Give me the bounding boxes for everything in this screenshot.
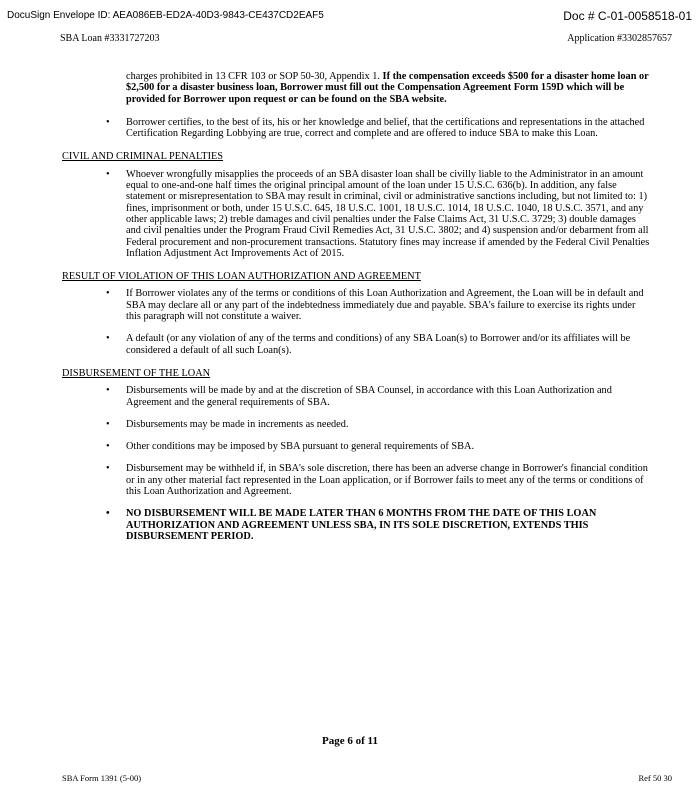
document-body: [62, 71, 650, 553]
bullet-icon: •: [106, 508, 110, 520]
bullet-icon: •: [106, 385, 110, 397]
compensation-text: charges prohibited in 13 CFR 103 or SOP 50-30, Appendix 1.: [126, 71, 380, 82]
list-item-text: Whoever wrongfully misapplies the proceeds of an SBA disaster loan shall be civilly liable to the Administrator in an amount equal to one-and-one half times the original principal amount of the loan under 15 U.S.C. 636(b). In addition, any false statement or misrepresentation to SBA may result in criminal, civil or administrative sanctions including, but not limited to: 1) fines, imprisonment or both, under 15 U.S.C. 645, 18 U.S.C. 1001, 18 U.S.C. 1014, 18 U.S.C. 1040, 18 U.S.C. 3571, and any other applicable laws; 2) treble damages and civil penalties under the False Claims Act, 31 U.S.C. 3729; 3) double damages and civil penalties under the Program Fraud Civil Remedies Act, 31 U.S.C. 3802; and 4) suspension and/or debarment from all Federal procurement and non-procurement transactions. Statutory fines may increase if amended by the Federal Civil Penalties Inflation Adjustment Act Improvements Act of 2015.: [126, 168, 650, 259]
list-item-text: Disbursements will be made by and at the discretion of SBA Counsel, in accordance with this Loan Authorization and Agreement and the general requirements of SBA.: [126, 385, 612, 408]
list-item: [62, 441, 650, 452]
page-number: Page 6 of 11: [322, 735, 378, 747]
list-item: [62, 333, 650, 356]
section-heading-disbursement: DISBURSEMENT OF THE LOAN: [62, 367, 211, 379]
list-item: [62, 169, 650, 259]
bullet-icon: •: [106, 116, 110, 128]
document-number: Doc # C-01-0058518-01: [563, 9, 692, 23]
list-item-text: Borrower certifies, to the best of its, his or her knowledge and belief, that the certifications and representations in the attached Certification Regarding Lobbying are true, correct and complete and are offered to induce SBA to make this Loan.: [126, 116, 645, 140]
section-heading-civil-penalties: CIVIL AND CRIMINAL PENALTIES: [62, 151, 224, 163]
compensation-paragraph: [126, 71, 650, 105]
list-item: [62, 419, 650, 430]
compensation-bold-text: If the compensation exceeds $500 for a disaster home loan or $2,500 for a disaster business loan, Borrower must fill out the Compensation Agreement Form 159D which will be provided for Borrower upon request or can be found on the SBA website.: [126, 71, 649, 105]
list-item: [62, 117, 650, 140]
list-item-text: A default (or any violation of any of the terms and conditions) of any SBA Loan(s) to Borrower and/or its affiliates will be considered a default of all such Loan(s).: [126, 333, 631, 356]
list-item: [62, 288, 650, 322]
list-item: [62, 385, 650, 408]
application-number: Application #3302857657: [567, 33, 672, 44]
bullet-icon: •: [106, 333, 110, 345]
list-item-text: Disbursements may be made in increments as needed.: [126, 418, 349, 430]
bullet-icon: •: [106, 418, 110, 430]
list-item-text: Other conditions may be imposed by SBA pursuant to general requirements of SBA.: [126, 441, 475, 453]
form-number: SBA Form 1391 (5-00): [62, 773, 142, 783]
bullet-icon: •: [106, 288, 110, 300]
list-item-text: If Borrower violates any of the terms or conditions of this Loan Authorization and Agreement, the Loan will be in default and SBA may declare all or any part of the indebtedness immediately due and payable. SBA's failure to exercise its rights under this paragraph will not constitute a waiver.: [126, 288, 644, 323]
bullet-icon: •: [106, 168, 110, 180]
list-item: [62, 463, 650, 497]
bullet-icon: •: [106, 463, 110, 475]
list-item-text: Disbursement may be withheld if, in SBA's sole discretion, there has been an adverse change in Borrower's financial condition or in any other material fact represented in the Loan application, or if Borrower fails to meet any of the terms or conditions of this Loan Authorization and Agreement.: [126, 463, 648, 498]
list-item-text: NO DISBURSEMENT WILL BE MADE LATER THAN 6 MONTHS FROM THE DATE OF THIS LOAN AUTHORIZATION AND AGREEMENT UNLESS SBA, IN ITS SOLE DISCRETION, EXTENDS THIS DISBURSEMENT PERIOD.: [126, 508, 597, 542]
list-item: [62, 508, 650, 542]
bullet-icon: •: [106, 441, 110, 453]
docusign-envelope-id: DocuSign Envelope ID: AEA086EB-ED2A-40D3-9843-CE437CD2EAF5: [7, 10, 324, 21]
sba-loan-number: SBA Loan #3331727203: [60, 33, 160, 44]
reference-number: Ref 50 30: [638, 773, 672, 783]
section-heading-violation: RESULT OF VIOLATION OF THIS LOAN AUTHORIZATION AND AGREEMENT: [62, 271, 421, 283]
